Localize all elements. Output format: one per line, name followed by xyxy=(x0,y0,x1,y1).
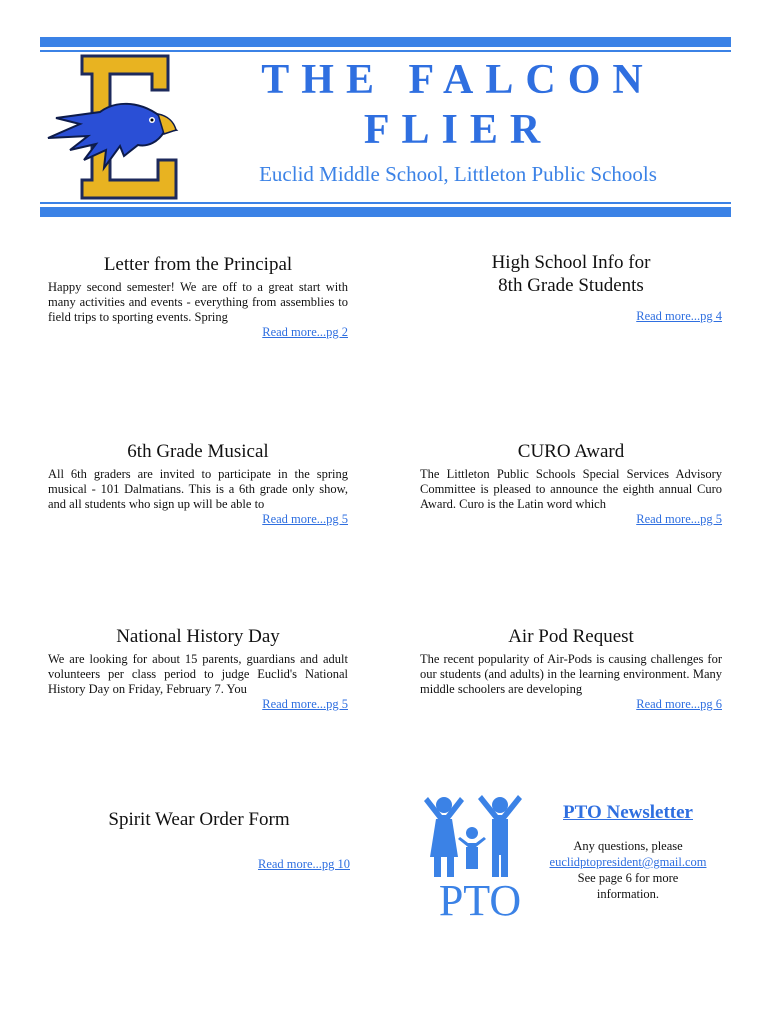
article-title-line1: High School Info for xyxy=(491,252,651,273)
pto-line3: information. xyxy=(596,887,660,901)
article-title-line2: 8th Grade Students xyxy=(498,275,644,296)
read-more-link[interactable]: Read more...pg 5 xyxy=(262,512,348,526)
bottom-band-thin xyxy=(40,202,731,204)
masthead-title xyxy=(228,55,688,155)
read-more-link[interactable]: Read more...pg 2 xyxy=(262,325,348,339)
article-body: We are looking for about 15 parents, guardians and adult volunteers per class period to judge Euclid's National History Day on Friday, February 7. You xyxy=(48,652,348,696)
pto-info xyxy=(538,802,718,902)
read-more-link[interactable]: Read more...pg 10 xyxy=(258,857,350,871)
article-title: Letter from the Principal xyxy=(103,254,293,275)
pto-line2: See page 6 for more xyxy=(577,871,679,885)
article-principal-letter xyxy=(48,253,348,340)
article-body: Happy second semester! We are off to a great start with many activities and events - everything from assemblies to field trips to sporting events. Spring xyxy=(48,280,348,324)
article-title: Air Pod Request xyxy=(508,626,634,647)
article-curo-award xyxy=(420,440,722,527)
article-body: The recent popularity of Air-Pods is causing challenges for our students (and adults) in the learning environment. Many middle schoolers are developing xyxy=(420,652,722,696)
pto-newsletter-link[interactable]: PTO Newsletter xyxy=(563,802,693,823)
read-more-link[interactable]: Read more...pg 4 xyxy=(636,309,722,323)
article-national-history-day xyxy=(48,625,348,712)
top-band xyxy=(40,37,731,47)
read-more-link[interactable]: Read more...pg 6 xyxy=(636,697,722,711)
article-title xyxy=(420,251,722,297)
read-more-link[interactable]: Read more...pg 5 xyxy=(262,697,348,711)
article-air-pod-request xyxy=(420,625,722,712)
pto-logo-text: PTO xyxy=(438,876,522,920)
article-title: CURO Award xyxy=(517,441,625,462)
article-title: 6th Grade Musical xyxy=(127,441,269,462)
article-body: All 6th graders are invited to participate in the spring musical - 101 Dalmatians. This is a 6th grade only show, and all students who sign up will be able to xyxy=(48,467,348,511)
read-more-link[interactable]: Read more...pg 5 xyxy=(636,512,722,526)
masthead-title-line2: FLIER xyxy=(363,107,553,153)
article-spirit-wear xyxy=(48,808,350,872)
masthead-title-line1: THE FALCON xyxy=(261,57,655,103)
article-title: Spirit Wear Order Form xyxy=(108,809,290,830)
pto-email-link[interactable]: euclidptopresident@gmail.com xyxy=(549,855,707,869)
article-title: National History Day xyxy=(116,626,280,647)
bottom-band xyxy=(40,207,731,217)
article-high-school-info xyxy=(420,251,722,324)
article-body: The Littleton Public Schools Special Services Advisory Committee is pleased to announce the eighth annual Curo Award. Curo is the Latin word which xyxy=(420,467,722,511)
article-6th-grade-musical xyxy=(48,440,348,527)
masthead-subtitle: Euclid Middle School, Littleton Public Schools xyxy=(259,162,657,186)
pto-logo xyxy=(420,795,540,920)
falcon-e-logo xyxy=(40,52,190,202)
pto-line1: Any questions, please xyxy=(573,839,683,853)
